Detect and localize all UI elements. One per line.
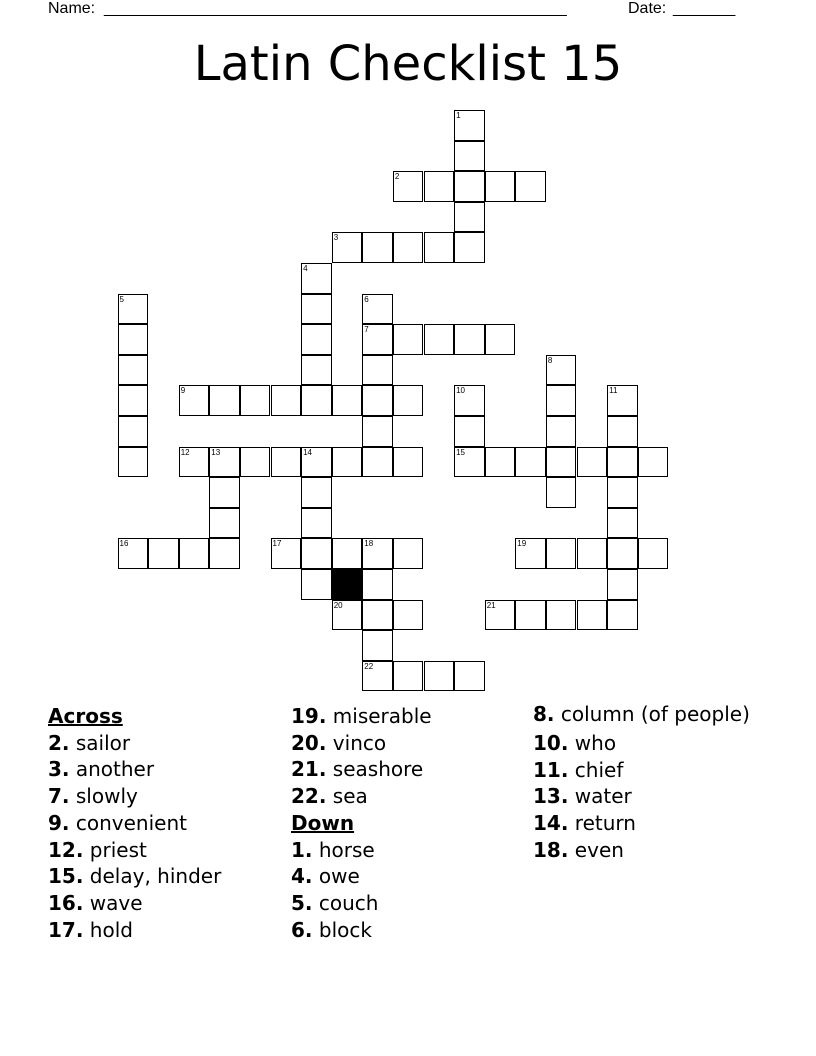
grid-cell[interactable]	[485, 171, 516, 202]
grid-cell[interactable]	[240, 447, 271, 478]
clue-item	[48, 730, 283, 757]
grid-cell[interactable]	[485, 324, 516, 355]
grid-cell[interactable]	[607, 477, 638, 508]
grid-cell[interactable]	[118, 385, 149, 416]
grid-cell[interactable]	[515, 171, 546, 202]
clue-number: 11	[609, 386, 618, 396]
grid-cell[interactable]	[118, 355, 149, 386]
clue-item	[533, 757, 768, 784]
name-blank-line[interactable]: ____________________________________________________	[104, 0, 567, 17]
grid-cell[interactable]	[546, 447, 577, 478]
clue-item-number: 6.	[291, 917, 313, 942]
clue-number: 4	[303, 264, 308, 273]
grid-cell[interactable]	[301, 324, 332, 355]
clue-number: 20	[333, 600, 343, 610]
clue-number: 9	[180, 386, 186, 396]
grid-cell[interactable]	[179, 385, 210, 416]
grid-cell[interactable]	[301, 569, 332, 600]
grid-cell[interactable]	[332, 600, 363, 631]
across-heading: Across	[48, 704, 123, 728]
clue-item-number: 11.	[533, 757, 569, 782]
page-title: Latin Checklist 15	[193, 36, 623, 92]
date-label: Date:	[628, 0, 667, 17]
clue-item	[48, 783, 283, 810]
grid-cell[interactable]	[301, 263, 332, 294]
grid-cell[interactable]	[454, 171, 485, 202]
grid-cell[interactable]	[301, 538, 332, 569]
clue-item-number: 2.	[48, 730, 70, 755]
clue-number: 1	[456, 111, 461, 120]
grid-cell[interactable]	[362, 569, 393, 600]
clue-number: 15	[456, 447, 465, 457]
grid-cell[interactable]	[271, 447, 302, 478]
grid-cell[interactable]	[118, 324, 149, 355]
clue-item	[533, 783, 768, 810]
clue-item-text: sea	[332, 784, 368, 809]
clue-item-text: seashore	[332, 757, 424, 782]
clue-column-2	[291, 703, 526, 943]
clue-item	[291, 890, 526, 917]
grid-cell[interactable]	[118, 416, 149, 447]
grid-cell[interactable]	[454, 661, 485, 692]
clue-item-number: 10.	[533, 731, 569, 755]
black-square	[332, 569, 363, 600]
grid-cell[interactable]	[362, 630, 393, 661]
grid-cell[interactable]	[362, 416, 393, 447]
grid-cell[interactable]	[638, 447, 669, 478]
grid-cell[interactable]	[638, 538, 669, 569]
grid-cell[interactable]	[454, 202, 485, 233]
grid-cell[interactable]	[454, 416, 485, 447]
clue-item	[533, 730, 768, 757]
down-heading: Down	[291, 810, 355, 835]
clue-item-text: block	[318, 917, 372, 942]
grid-cell[interactable]	[454, 447, 485, 478]
grid-cell[interactable]	[362, 538, 393, 569]
clue-item-text: horse	[318, 837, 375, 862]
grid-cell[interactable]	[179, 447, 210, 478]
clue-item-number: 1.	[291, 837, 313, 862]
clue-number: 8	[547, 355, 553, 365]
grid-cell[interactable]	[546, 355, 577, 386]
grid-cell[interactable]	[577, 600, 608, 631]
grid-cell[interactable]	[118, 294, 149, 325]
grid-cell[interactable]	[301, 447, 332, 478]
grid-cell[interactable]	[515, 538, 546, 569]
clue-column-3	[533, 703, 768, 864]
grid-cell[interactable]	[485, 600, 516, 631]
grid-cell[interactable]	[393, 232, 424, 263]
clue-item-number: 5.	[291, 890, 313, 915]
grid-cell[interactable]	[362, 294, 393, 325]
clue-item-number: 13.	[533, 784, 569, 809]
grid-cell[interactable]	[454, 324, 485, 355]
grid-cell[interactable]	[271, 385, 302, 416]
grid-cell[interactable]	[148, 538, 179, 569]
clue-number: 17	[272, 539, 282, 549]
clue-item-text: hold	[89, 917, 133, 942]
grid-cell[interactable]	[607, 508, 638, 539]
clue-number: 16	[119, 539, 129, 549]
clue-number: 22	[364, 661, 374, 671]
clue-item-text: who	[574, 731, 617, 755]
grid-cell[interactable]	[332, 385, 363, 416]
grid-cell[interactable]	[332, 232, 363, 263]
grid-cell[interactable]	[209, 447, 240, 478]
clue-number: 6	[364, 294, 369, 304]
clue-item-number: 8.	[533, 702, 555, 726]
grid-cell[interactable]	[454, 110, 485, 141]
clue-number: 21	[486, 600, 496, 610]
clue-column-1	[48, 703, 283, 943]
clue-item-text: owe	[318, 864, 360, 889]
grid-cell[interactable]	[362, 355, 393, 386]
clue-item-number: 19.	[291, 704, 327, 728]
grid-cell[interactable]	[332, 447, 363, 478]
grid-cell[interactable]	[362, 385, 393, 416]
grid-cell[interactable]	[393, 600, 424, 631]
clue-number: 13	[211, 447, 221, 457]
clue-number: 18	[364, 539, 374, 549]
grid-cell[interactable]	[424, 324, 455, 355]
clue-item	[48, 837, 283, 864]
clue-item-text: return	[574, 811, 636, 836]
grid-cell[interactable]	[362, 600, 393, 631]
grid-cell[interactable]	[118, 538, 149, 569]
clue-item-text: wave	[89, 890, 143, 915]
clue-item-text: slowly	[75, 784, 138, 809]
clue-item-text: another	[75, 757, 155, 782]
grid-cell[interactable]	[209, 508, 240, 539]
grid-cell[interactable]	[301, 294, 332, 325]
clue-number: 3	[333, 233, 339, 243]
clue-item	[533, 703, 768, 726]
clue-item-number: 9.	[48, 810, 70, 835]
clue-item	[291, 783, 526, 810]
grid-cell[interactable]	[179, 538, 210, 569]
grid-cell[interactable]	[362, 324, 393, 355]
grid-cell[interactable]	[546, 538, 577, 569]
grid-cell[interactable]	[485, 447, 516, 478]
clue-item	[291, 756, 526, 783]
clue-number: 5	[119, 294, 124, 304]
clue-item	[48, 890, 283, 917]
grid-cell[interactable]	[393, 538, 424, 569]
clue-item-number: 12.	[48, 837, 84, 862]
clue-number: 2	[394, 172, 400, 182]
clue-number: 10	[456, 386, 465, 396]
grid-cell[interactable]	[209, 538, 240, 569]
clue-item-text: column (of people)	[560, 702, 750, 726]
grid-cell[interactable]	[301, 508, 332, 539]
clue-number: 19	[517, 539, 527, 549]
clue-item-text: sailor	[75, 730, 131, 755]
clue-item-number: 16.	[48, 890, 84, 915]
clue-item	[291, 917, 526, 944]
grid-cell[interactable]	[362, 232, 393, 263]
grid-cell[interactable]	[240, 385, 271, 416]
grid-cell[interactable]	[607, 569, 638, 600]
grid-cell[interactable]	[454, 232, 485, 263]
clue-item	[291, 730, 526, 757]
clue-item	[533, 810, 768, 837]
grid-cell[interactable]	[454, 385, 485, 416]
clue-item-text: couch	[318, 890, 379, 915]
clue-item-text: chief	[574, 757, 624, 782]
clue-item	[48, 756, 283, 783]
clue-item	[48, 810, 283, 837]
date-blank-line[interactable]: _______	[673, 0, 736, 17]
clue-item	[291, 863, 526, 890]
grid-cell[interactable]	[424, 232, 455, 263]
clue-item	[291, 837, 526, 864]
grid-cell[interactable]	[546, 477, 577, 508]
grid-cell[interactable]	[607, 447, 638, 478]
grid-cell[interactable]	[515, 600, 546, 631]
grid-cell[interactable]	[271, 538, 302, 569]
grid-cell[interactable]	[607, 538, 638, 569]
clue-number: 12	[180, 447, 190, 457]
grid-cell[interactable]	[546, 385, 577, 416]
grid-cell[interactable]	[118, 447, 149, 478]
grid-cell[interactable]	[209, 477, 240, 508]
clue-item	[48, 863, 283, 890]
grid-cell[interactable]	[393, 385, 424, 416]
clue-item-text: water	[574, 784, 632, 809]
grid-cell[interactable]	[454, 141, 485, 172]
clue-item-text: priest	[89, 837, 147, 862]
grid-cell[interactable]	[607, 385, 638, 416]
clue-item-number: 18.	[533, 837, 569, 862]
grid-cell[interactable]	[577, 447, 608, 478]
clue-item-number: 4.	[291, 864, 313, 889]
clue-item-text: delay, hinder	[89, 864, 222, 889]
clue-item-number: 15.	[48, 864, 84, 889]
grid-cell[interactable]	[393, 447, 424, 478]
grid-cell[interactable]	[424, 661, 455, 692]
clue-item-number: 17.	[48, 917, 84, 942]
clue-item-text: even	[574, 837, 624, 862]
grid-cell[interactable]	[301, 355, 332, 386]
grid-cell[interactable]	[393, 661, 424, 692]
grid-cell[interactable]	[515, 447, 546, 478]
clue-item-number: 22.	[291, 784, 327, 809]
grid-cell[interactable]	[332, 538, 363, 569]
grid-cell[interactable]	[209, 385, 240, 416]
clue-item	[291, 703, 526, 730]
grid-cell[interactable]	[607, 600, 638, 631]
grid-cell[interactable]	[362, 447, 393, 478]
name-label: Name:	[48, 0, 96, 17]
clue-number: 14	[303, 447, 312, 457]
clue-item-number: 3.	[48, 757, 70, 782]
clue-item-number: 7.	[48, 784, 70, 809]
clue-item	[533, 837, 768, 864]
grid-cell[interactable]	[424, 171, 455, 202]
grid-cell[interactable]	[393, 324, 424, 355]
clue-item	[48, 917, 283, 944]
clue-number: 7	[364, 325, 369, 335]
clue-item-number: 20.	[291, 730, 327, 755]
grid-cell[interactable]	[393, 171, 424, 202]
clue-item-text: vinco	[332, 730, 387, 755]
grid-cell[interactable]	[546, 600, 577, 631]
grid-cell[interactable]	[362, 661, 393, 692]
grid-cell[interactable]	[607, 416, 638, 447]
clue-item-number: 14.	[533, 811, 569, 836]
grid-cell[interactable]	[301, 385, 332, 416]
grid-cell[interactable]	[577, 538, 608, 569]
clue-item-number: 21.	[291, 757, 327, 782]
clue-item-text: miserable	[332, 704, 432, 728]
clue-item-text: convenient	[75, 810, 187, 835]
grid-cell[interactable]	[301, 477, 332, 508]
grid-cell[interactable]	[546, 416, 577, 447]
